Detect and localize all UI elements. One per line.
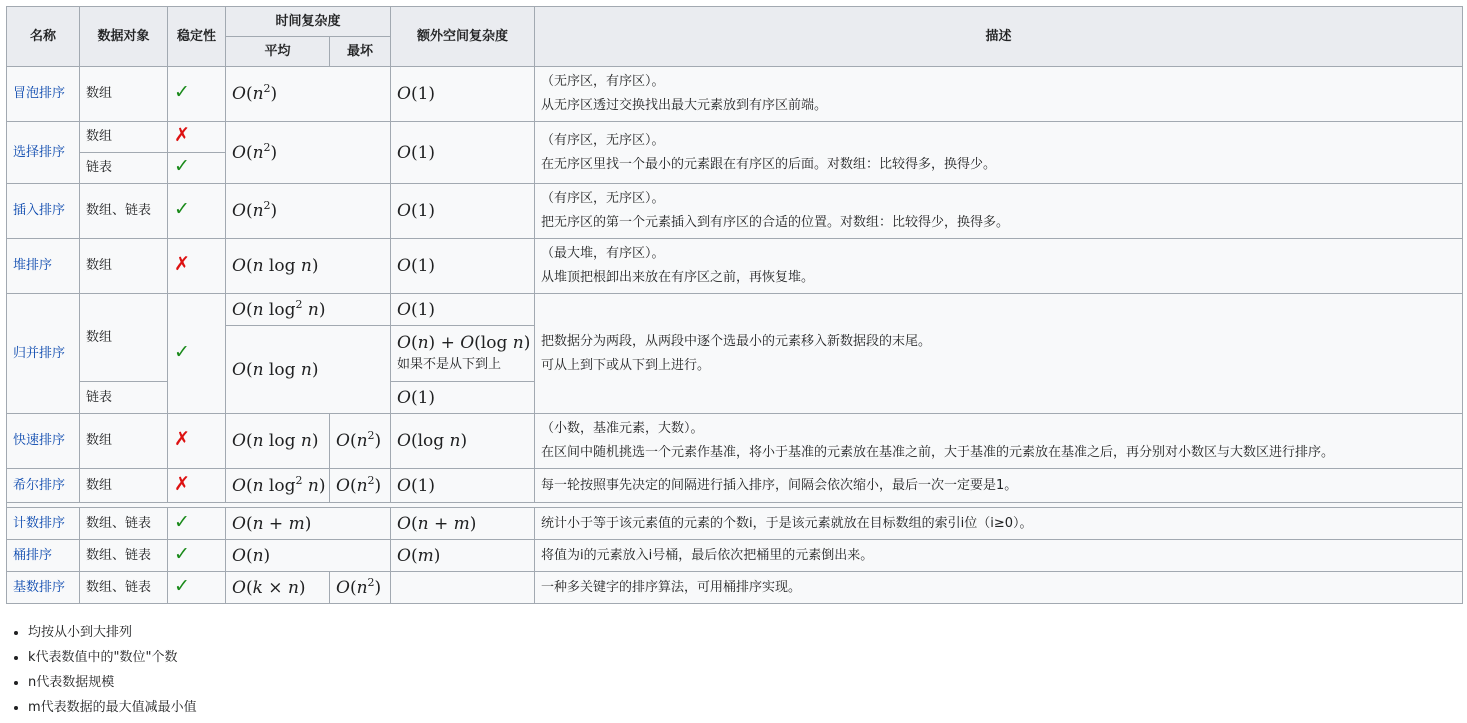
space-note: 如果不是从下到上 xyxy=(397,356,502,372)
space-cell: O(1) xyxy=(391,184,535,239)
time-worst-cell: $O(n^2)$ xyxy=(330,469,391,503)
description-cell: 一种多关键字的排序算法，可用桶排序实现。 xyxy=(535,572,1463,604)
description-cell xyxy=(535,67,1463,122)
time-average-cell: O(n + m) xyxy=(226,508,391,540)
stable-mark xyxy=(168,469,226,503)
check-icon: ✓ xyxy=(174,155,190,177)
table-row xyxy=(7,508,1463,540)
algorithm-link-bucket-sort[interactable]: 桶排序 xyxy=(7,540,80,572)
note-item: • k代表数值中的"数位"个数 xyxy=(28,645,197,670)
description-line: 在无序区里找一个最小的元素跟在有序区的后面。对数组：比较得多，换得少。 xyxy=(541,156,997,172)
header-stability: 稳定性 xyxy=(168,7,226,67)
note-item: • m代表数据的最大值减最小值 xyxy=(28,695,197,720)
description-line: 从无序区透过交换找出最大元素放到有序区前端。 xyxy=(541,98,828,113)
time-average-cell: O(n log n) xyxy=(226,239,391,294)
stable-mark xyxy=(168,508,226,540)
space-cell: O(1) xyxy=(391,382,535,414)
check-icon: ✓ xyxy=(174,542,190,565)
table-row xyxy=(7,239,1463,294)
data-object-cell: 链表 xyxy=(80,153,168,184)
space-cell xyxy=(391,326,535,382)
table-row xyxy=(7,122,1463,153)
header-description: 描述 xyxy=(535,7,1463,67)
description-line: 可从上到下或从下到上进行。 xyxy=(541,357,711,373)
time-average-cell: O(n $\log^2 n$) xyxy=(226,294,391,326)
header-worst: 最坏 xyxy=(330,37,391,67)
algorithm-link-quick-sort[interactable]: 快速排序 xyxy=(7,414,80,469)
description-cell xyxy=(535,414,1463,469)
stable-mark xyxy=(168,239,226,294)
sorting-algorithms-table xyxy=(6,6,1463,604)
cross-icon: ✗ xyxy=(174,124,190,146)
note-item: • n代表数据规模 xyxy=(28,670,197,695)
description-cell xyxy=(535,122,1463,184)
data-object-cell: 链表 xyxy=(80,382,168,414)
table-row xyxy=(7,67,1463,122)
time-average-cell: O(n log n) xyxy=(226,414,330,469)
space-cell: O(1) xyxy=(391,294,535,326)
description-cell xyxy=(535,239,1463,294)
space-cell: O(1) xyxy=(391,122,535,184)
table-row xyxy=(7,294,1463,326)
algorithm-link-insertion-sort[interactable]: 插入排序 xyxy=(7,184,80,239)
stable-mark xyxy=(168,540,226,572)
table-row xyxy=(7,540,1463,572)
description-line: 从堆顶把根卸出来放在有序区之前，再恢复堆。 xyxy=(541,270,815,285)
header-average: 平均 xyxy=(226,37,330,67)
header-name: 名称 xyxy=(7,7,80,67)
description-line: 在区间中随机挑选一个元素作基准，将小于基准的元素放在基准之前，大于基准的元素放在基准之后，再分别对小数区与大数区进行排序。 xyxy=(541,445,1335,460)
data-object-cell: 数组、链表 xyxy=(80,540,168,572)
description-line: 把数据分为两段，从两段中逐个选最小的元素移入新数据段的末尾。 xyxy=(541,333,932,349)
description-line: （有序区，无序区）。 xyxy=(541,191,665,206)
space-cell xyxy=(391,572,535,604)
stable-mark xyxy=(168,414,226,469)
description-line: （无序区，有序区）。 xyxy=(541,74,665,89)
time-average-cell: O(n $\log^2 n$) xyxy=(226,469,330,503)
data-object-cell: 数组、链表 xyxy=(80,184,168,239)
space-cell: O(n + m) xyxy=(391,508,535,540)
description-cell xyxy=(535,184,1463,239)
table-row xyxy=(7,572,1463,604)
description-line: （小数，基准元素，大数）。 xyxy=(541,421,704,436)
data-object-cell: 数组、链表 xyxy=(80,508,168,540)
stable-mark xyxy=(168,184,226,239)
cross-icon: ✗ xyxy=(174,472,190,495)
description-cell: 统计小于等于该元素值的元素的个数i，于是该元素就放在目标数组的索引i位（i≥0）。 xyxy=(535,508,1463,540)
algorithm-link-selection-sort[interactable]: 选择排序 xyxy=(7,122,80,184)
check-icon: ✓ xyxy=(174,510,190,533)
check-icon: ✓ xyxy=(174,81,190,103)
check-icon: ✓ xyxy=(174,340,190,363)
time-worst-cell: $O(n^2)$ xyxy=(330,414,391,469)
description-cell: 每一轮按照事先决定的间隔进行插入排序，间隔会依次缩小，最后一次一定要是1。 xyxy=(535,469,1463,503)
stable-mark xyxy=(168,67,226,122)
table-row xyxy=(7,469,1463,503)
data-object-cell: 数组 xyxy=(80,294,168,382)
algorithm-link-radix-sort[interactable]: 基数排序 xyxy=(7,572,80,604)
table-row xyxy=(7,414,1463,469)
space-cell: O(1) xyxy=(391,67,535,122)
time-average-cell: O(k × n) xyxy=(226,572,330,604)
space-cell: O(m) xyxy=(391,540,535,572)
header-data-object: 数据对象 xyxy=(80,7,168,67)
space-cell: O(1) xyxy=(391,239,535,294)
data-object-cell: 数组、链表 xyxy=(80,572,168,604)
space-cell: O(log n) xyxy=(391,414,535,469)
stable-mark xyxy=(168,294,226,414)
description-line: （最大堆，有序区）。 xyxy=(541,246,665,261)
time-average-cell: O(n) xyxy=(226,540,391,572)
stable-mark xyxy=(168,122,226,153)
space-cell: O(1) xyxy=(391,469,535,503)
data-object-cell: 数组 xyxy=(80,469,168,503)
description-cell: 将值为i的元素放入i号桶，最后依次把桶里的元素倒出来。 xyxy=(535,540,1463,572)
cross-icon: ✗ xyxy=(174,253,190,275)
algorithm-link-counting-sort[interactable]: 计数排序 xyxy=(7,508,80,540)
space-formula: O(n) + O(log n) xyxy=(397,332,531,353)
time-worst-cell: $O(n^2)$ xyxy=(330,572,391,604)
description-line: 把无序区的第一个元素插入到有序区的合适的位置。对数组：比较得少，换得多。 xyxy=(541,215,1010,230)
note-item: • 均按从小到大排列 xyxy=(28,620,197,645)
time-average-cell: $O(n^2)$ xyxy=(226,184,391,239)
header-time-complexity: 时间复杂度 xyxy=(226,7,391,37)
stable-mark xyxy=(168,153,226,184)
data-object-cell: 数组 xyxy=(80,239,168,294)
time-average-cell: $O(n^2)$ xyxy=(226,122,391,184)
stable-mark xyxy=(168,572,226,604)
algorithm-link-shell-sort[interactable]: 希尔排序 xyxy=(7,469,80,503)
cross-icon: ✗ xyxy=(174,428,190,450)
table-row xyxy=(7,184,1463,239)
description-cell xyxy=(535,294,1463,414)
check-icon: ✓ xyxy=(174,198,190,220)
data-object-cell: 数组 xyxy=(80,414,168,469)
algorithm-link-heap-sort[interactable]: 堆排序 xyxy=(7,239,80,294)
algorithm-link-merge-sort[interactable]: 归并排序 xyxy=(7,294,80,414)
algorithm-link-bubble-sort[interactable]: 冒泡排序 xyxy=(7,67,80,122)
description-line: （有序区，无序区）。 xyxy=(541,132,665,148)
data-object-cell: 数组 xyxy=(80,122,168,153)
header-space-complexity: 额外空间复杂度 xyxy=(391,7,535,67)
data-object-cell: 数组 xyxy=(80,67,168,122)
check-icon: ✓ xyxy=(174,574,190,597)
notes-list xyxy=(10,620,197,720)
time-average-cell: O(n log n) xyxy=(226,326,391,414)
time-average-cell: $O(n^2)$ xyxy=(226,67,391,122)
